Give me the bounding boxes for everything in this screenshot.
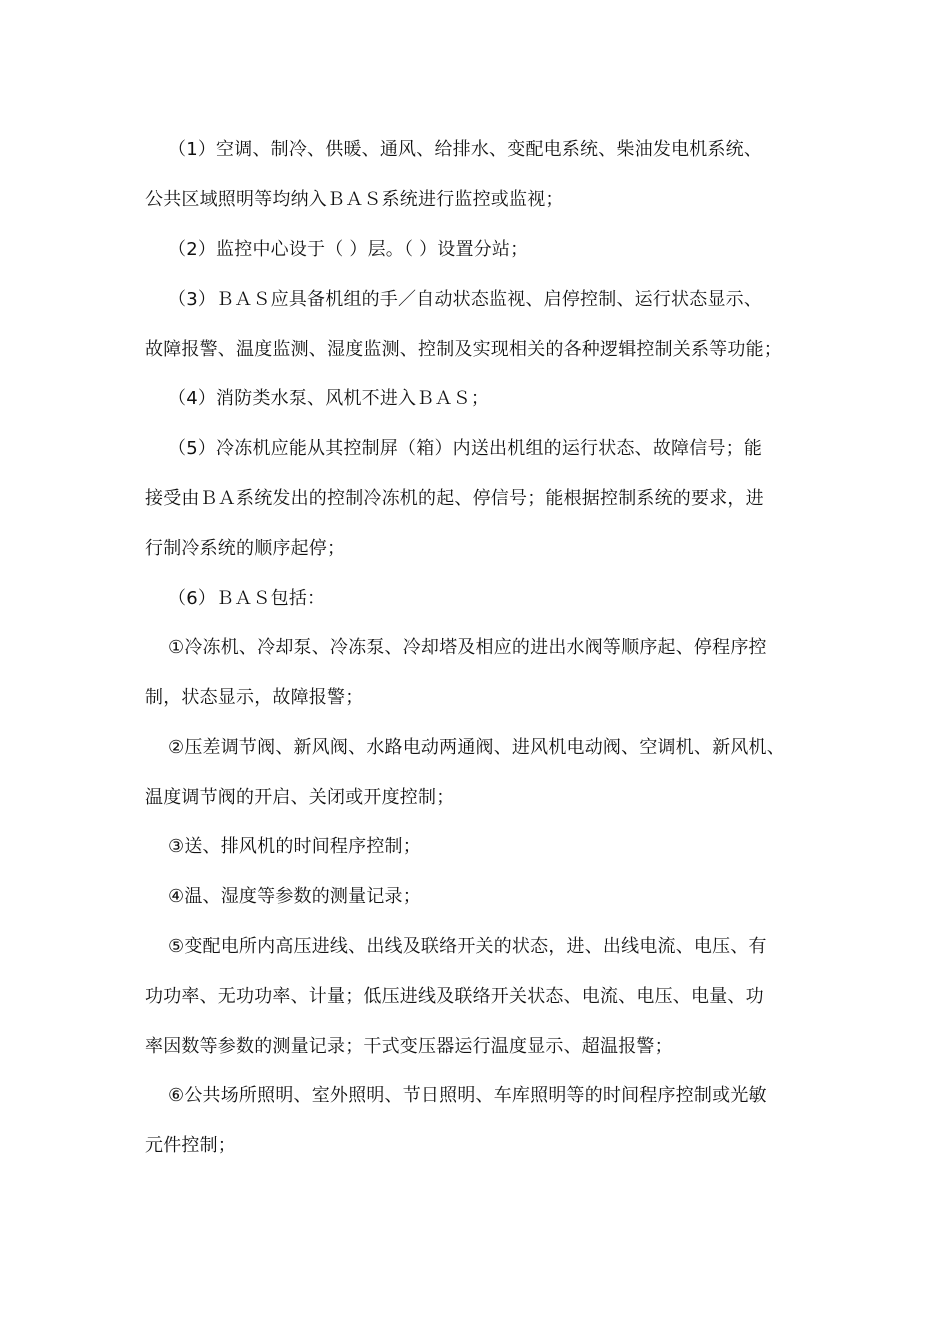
text-line: ⑥公共场所照明、室外照明、节日照明、车库照明等的时间程序控制或光敏 [168,1085,767,1106]
text-line: （1）空调、制冷、供暖、通风、给排水、变配电系统、柴油发电机系统、 [168,139,763,160]
text-line: 功功率、无功功率、计量；低压进线及联络开关状态、电流、电压、电量、功 [145,986,764,1007]
text-line: （6）ＢＡＳ包括： [168,588,326,609]
text-line: 元件控制； [145,1135,236,1156]
text-line: ④温、湿度等参数的测量记录； [168,886,421,907]
text-line: （2）监控中心设于（ ）层。（ ）设置分站； [168,239,529,260]
text-line: 温度调节阀的开启、关闭或开度控制； [145,787,455,808]
text-line: 制，状态显示，故障报警； [145,687,364,708]
text-line: ①冷冻机、冷却泵、冷冻泵、冷却塔及相应的进出水阀等顺序起、停程序控 [168,637,767,658]
text-line: 接受由ＢＡ系统发出的控制冷冻机的起、停信号；能根据控制系统的要求，进 [145,488,764,509]
text-line: 故障报警、温度监测、湿度监测、控制及实现相关的各种逻辑控制关系等功能； [145,339,782,360]
text-line: 率因数等参数的测量记录；干式变压器运行温度显示、超温报警； [145,1036,673,1057]
text-line: ②压差调节阀、新风阀、水路电动两通阀、进风机电动阀、空调机、新风机、 [168,737,785,758]
text-line: ③送、排风机的时间程序控制； [168,836,421,857]
text-line: ⑤变配电所内高压进线、出线及联络开关的状态，进、出线电流、电压、有 [168,936,767,957]
text-line: （3）ＢＡＳ应具备机组的手／自动状态监视、启停控制、运行状态显示、 [168,289,763,310]
text-line: 公共区域照明等均纳入ＢＡＳ系统进行监控或监视； [145,189,564,210]
text-line: （4）消防类水泵、风机不进入ＢＡＳ； [168,388,490,409]
text-line: （5）冷冻机应能从其控制屏（箱）内送出机组的运行状态、故障信号；能 [168,438,763,459]
text-line: 行制冷系统的顺序起停； [145,538,346,559]
